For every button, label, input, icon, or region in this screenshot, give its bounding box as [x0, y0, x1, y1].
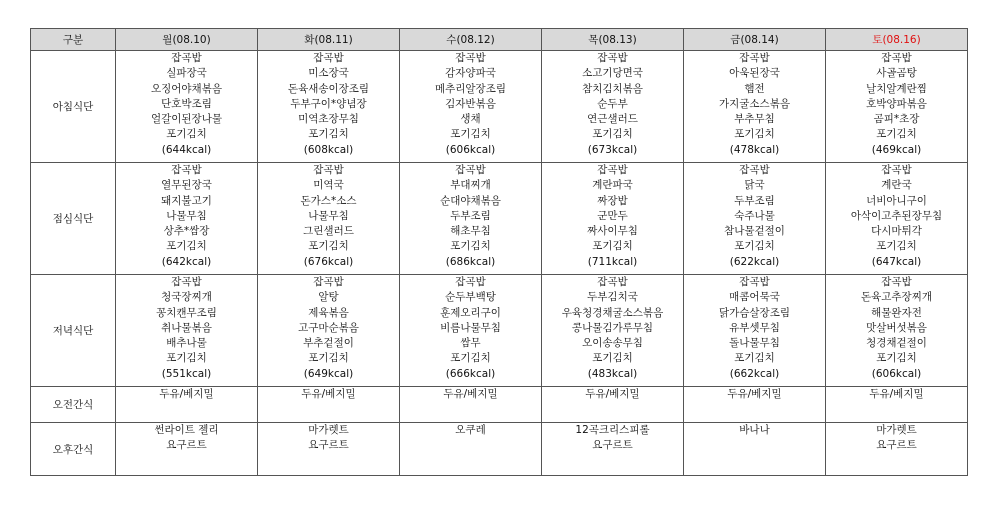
menu-item: 청국장찌개 — [161, 291, 212, 304]
menu-item: 두유/베지밀 — [443, 388, 498, 400]
menu-item: 짜사이무침 — [587, 225, 638, 238]
menu-item: 포기김치 — [592, 128, 633, 141]
menu-item: 포기김치 — [734, 128, 775, 141]
menu-item: 해물완자전 — [871, 306, 922, 319]
menu-item: (606kcal) — [445, 143, 496, 156]
menu-item: 닭국 — [744, 179, 765, 192]
menu-item: (642kcal) — [161, 255, 212, 268]
menu-cell — [258, 387, 400, 423]
meal-row — [31, 51, 968, 163]
menu-item: 바나나 — [739, 424, 770, 436]
menu-cell — [542, 51, 684, 163]
menu-cell — [258, 163, 400, 275]
menu-item: 곰피*초장 — [873, 113, 920, 126]
menu-item: 두부구이*양념장 — [290, 97, 367, 110]
menu-item: 오이송송무침 — [582, 337, 643, 350]
menu-item: 콩나물김가루무침 — [571, 321, 654, 334]
menu-item: 짜장밥 — [597, 194, 628, 207]
menu-item: 유부셋무침 — [729, 321, 780, 334]
menu-cell — [542, 423, 684, 476]
menu-item: 부대찌개 — [450, 179, 491, 192]
header-day-mon: 월(08.10) — [116, 29, 258, 51]
menu-item: 쌈무 — [460, 337, 481, 350]
menu-item: 두유/베지밀 — [727, 388, 782, 400]
menu-item: 잡곡밥 — [881, 52, 912, 64]
header-day-fri: 금(08.14) — [684, 29, 826, 51]
menu-cell — [826, 387, 968, 423]
menu-cell — [116, 163, 258, 275]
menu-item: 군만두 — [597, 209, 628, 222]
menu-cell — [258, 423, 400, 476]
menu-item: 나물무침 — [166, 209, 207, 222]
menu-item: (644kcal) — [161, 143, 212, 156]
menu-cell — [400, 387, 542, 423]
menu-item: 해초무침 — [450, 225, 491, 238]
menu-item: (647kcal) — [871, 255, 922, 268]
menu-item: 포기김치 — [592, 352, 633, 365]
menu-item: 아삭이고추된장무침 — [850, 209, 943, 222]
menu-item: 취나물볶음 — [161, 321, 212, 334]
menu-item: 마가렛트 — [308, 424, 349, 436]
menu-item: (662kcal) — [729, 367, 780, 380]
menu-item: 포기김치 — [308, 128, 349, 141]
menu-item: 잡곡밥 — [739, 164, 770, 176]
menu-item: 순두부 — [597, 97, 628, 110]
menu-item: 미소장국 — [308, 67, 349, 80]
menu-cell — [400, 423, 542, 476]
menu-item: 잡곡밥 — [455, 276, 486, 288]
table-body — [31, 51, 968, 476]
menu-item: 미역초장무침 — [298, 113, 359, 126]
menu-item: 날치알계란찜 — [866, 82, 927, 95]
menu-item: 두부김치국 — [587, 291, 638, 304]
menu-item: 참나물겉절이 — [724, 225, 785, 238]
menu-item: 참치김치볶음 — [582, 82, 643, 95]
menu-cell — [258, 51, 400, 163]
menu-item: 잡곡밥 — [313, 276, 344, 288]
menu-item: 사골곰탕 — [876, 67, 917, 80]
menu-item: 생채 — [460, 113, 481, 126]
menu-item: 훈제오리구이 — [440, 306, 501, 319]
menu-item: 요구르트 — [876, 439, 917, 452]
weekly-meal-table — [30, 28, 968, 476]
menu-item: 요구르트 — [166, 439, 207, 452]
menu-cell — [684, 163, 826, 275]
menu-item: 그린샐러드 — [303, 225, 354, 238]
menu-item: 계란파국 — [592, 179, 633, 192]
menu-item: 잡곡밥 — [881, 164, 912, 176]
menu-cell — [684, 51, 826, 163]
menu-item: 우육청경채굴소스볶음 — [561, 306, 664, 319]
row-label: 아침식단 — [31, 51, 116, 163]
menu-item: 포기김치 — [876, 240, 917, 253]
menu-item: 포기김치 — [734, 352, 775, 365]
menu-item: 포기김치 — [450, 240, 491, 253]
menu-item: 알탕 — [318, 291, 339, 304]
menu-item: 포기김치 — [450, 352, 491, 365]
menu-item: 나물무침 — [308, 209, 349, 222]
menu-item: 돈육새송이장조림 — [287, 82, 370, 95]
menu-item: 두부조림 — [450, 209, 491, 222]
menu-item: 얼갈이된장나물 — [150, 113, 222, 126]
menu-item: 포기김치 — [166, 240, 207, 253]
menu-item: 햄전 — [744, 82, 765, 95]
menu-item: (666kcal) — [445, 367, 496, 380]
menu-item: 소고기당면국 — [582, 67, 643, 80]
menu-item: 잡곡밥 — [881, 276, 912, 288]
meal-row — [31, 163, 968, 275]
menu-cell — [826, 275, 968, 387]
menu-item: 잡곡밥 — [171, 52, 202, 64]
menu-item: 포기김치 — [876, 128, 917, 141]
menu-item: 호박양파볶음 — [866, 97, 927, 110]
menu-item: 다시마튀각 — [871, 225, 922, 238]
menu-cell — [684, 387, 826, 423]
menu-cell — [684, 275, 826, 387]
menu-item: 두유/베지밀 — [159, 388, 214, 400]
menu-item: 감자양파국 — [445, 67, 496, 80]
menu-cell — [116, 423, 258, 476]
menu-item: 상추*쌈장 — [163, 225, 210, 238]
menu-item: 잡곡밥 — [313, 164, 344, 176]
menu-item: 잡곡밥 — [171, 164, 202, 176]
menu-item: 두부조림 — [734, 194, 775, 207]
menu-item: 꽁치캔무조림 — [156, 306, 217, 319]
menu-item: (649kcal) — [303, 367, 354, 380]
menu-cell — [116, 387, 258, 423]
snack-row — [31, 423, 968, 476]
row-label: 저녁식단 — [31, 275, 116, 387]
menu-item: 아욱된장국 — [729, 67, 780, 80]
menu-item: 비름나물무침 — [440, 321, 501, 334]
menu-item: (676kcal) — [303, 255, 354, 268]
menu-cell — [826, 423, 968, 476]
menu-item: 잡곡밥 — [597, 276, 628, 288]
menu-item: 열무된장국 — [161, 179, 212, 192]
menu-item: 순두부백탕 — [445, 291, 496, 304]
menu-item: 잡곡밥 — [171, 276, 202, 288]
menu-item: 실파장국 — [166, 67, 207, 80]
menu-item: 배추나물 — [166, 337, 207, 350]
menu-item: 오징어야채볶음 — [150, 82, 222, 95]
row-label: 오전간식 — [31, 387, 116, 423]
menu-item: (551kcal) — [161, 367, 212, 380]
menu-item: 두유/베지밀 — [585, 388, 640, 400]
menu-item: 잡곡밥 — [739, 52, 770, 64]
menu-item: 잡곡밥 — [597, 164, 628, 176]
menu-item: 포기김치 — [166, 352, 207, 365]
menu-item: (469kcal) — [871, 143, 922, 156]
meal-row — [31, 275, 968, 387]
menu-item: 12곡크리스피롤 — [575, 424, 650, 436]
menu-item: (711kcal) — [587, 255, 638, 268]
menu-item: 계란국 — [881, 179, 912, 192]
menu-item: 포기김치 — [450, 128, 491, 141]
menu-item: 청경채겉절이 — [866, 337, 927, 350]
menu-cell — [116, 275, 258, 387]
menu-item: 포기김치 — [166, 128, 207, 141]
menu-cell — [684, 423, 826, 476]
menu-item: 가지굴소스볶음 — [718, 97, 790, 110]
menu-item: 맛살버섯볶음 — [866, 321, 927, 334]
menu-cell — [542, 275, 684, 387]
header-row — [31, 29, 968, 51]
menu-item: 돼지불고기 — [161, 194, 212, 207]
header-day-sat: 토(08.16) — [826, 29, 968, 51]
menu-item: 숙주나물 — [734, 209, 775, 222]
menu-cell — [400, 163, 542, 275]
header-day-wed: 수(08.12) — [400, 29, 542, 51]
menu-item: 김자반볶음 — [445, 97, 496, 110]
menu-item: 포기김치 — [308, 352, 349, 365]
menu-item: (673kcal) — [587, 143, 638, 156]
menu-cell — [542, 387, 684, 423]
menu-item: 잡곡밥 — [739, 276, 770, 288]
menu-item: 메추리알장조림 — [434, 82, 506, 95]
menu-item: 두유/베지밀 — [301, 388, 356, 400]
menu-item: 매콤어묵국 — [729, 291, 780, 304]
menu-cell — [400, 275, 542, 387]
row-label: 오후간식 — [31, 423, 116, 476]
menu-item: 포기김치 — [592, 240, 633, 253]
menu-item: 잡곡밥 — [313, 52, 344, 64]
header-day-thu: 목(08.13) — [542, 29, 684, 51]
menu-item: 단호박조림 — [161, 97, 212, 110]
row-label: 점심식단 — [31, 163, 116, 275]
menu-cell — [826, 51, 968, 163]
menu-item: (686kcal) — [445, 255, 496, 268]
menu-item: 미역국 — [313, 179, 344, 192]
snack-row — [31, 387, 968, 423]
menu-cell — [258, 275, 400, 387]
menu-item: 돌나물무침 — [729, 337, 780, 350]
menu-item: 오쿠레 — [455, 424, 486, 436]
menu-item: (606kcal) — [871, 367, 922, 380]
menu-item: (622kcal) — [729, 255, 780, 268]
menu-item: 고구마순볶음 — [298, 321, 359, 334]
menu-cell — [826, 163, 968, 275]
menu-item: (483kcal) — [587, 367, 638, 380]
menu-item: 너비아니구이 — [866, 194, 927, 207]
menu-item: (478kcal) — [729, 143, 780, 156]
menu-item: 마가렛트 — [876, 424, 917, 436]
menu-item: 제육볶음 — [308, 306, 349, 319]
menu-item: 돈가스*소스 — [300, 194, 357, 207]
menu-item: 닭가슴살장조림 — [718, 306, 790, 319]
menu-cell — [542, 163, 684, 275]
menu-item: 부추겉절이 — [303, 337, 354, 350]
header-category: 구분 — [31, 29, 116, 51]
menu-item: (608kcal) — [303, 143, 354, 156]
menu-item: 부추무침 — [734, 113, 775, 126]
menu-item: 연근샐러드 — [587, 113, 638, 126]
menu-item: 두유/베지밀 — [869, 388, 924, 400]
menu-item: 포기김치 — [734, 240, 775, 253]
menu-cell — [116, 51, 258, 163]
menu-item: 잡곡밥 — [597, 52, 628, 64]
menu-item: 요구르트 — [308, 439, 349, 452]
menu-cell — [400, 51, 542, 163]
menu-item: 썬라이트 젤리 — [154, 424, 219, 436]
menu-item: 요구르트 — [592, 439, 633, 452]
menu-item: 돈육고추장찌개 — [860, 291, 932, 304]
header-day-tue: 화(08.11) — [258, 29, 400, 51]
menu-item: 잡곡밥 — [455, 164, 486, 176]
menu-item: 순대야채볶음 — [440, 194, 501, 207]
menu-item: 포기김치 — [876, 352, 917, 365]
menu-item: 포기김치 — [308, 240, 349, 253]
menu-item: 잡곡밥 — [455, 52, 486, 64]
